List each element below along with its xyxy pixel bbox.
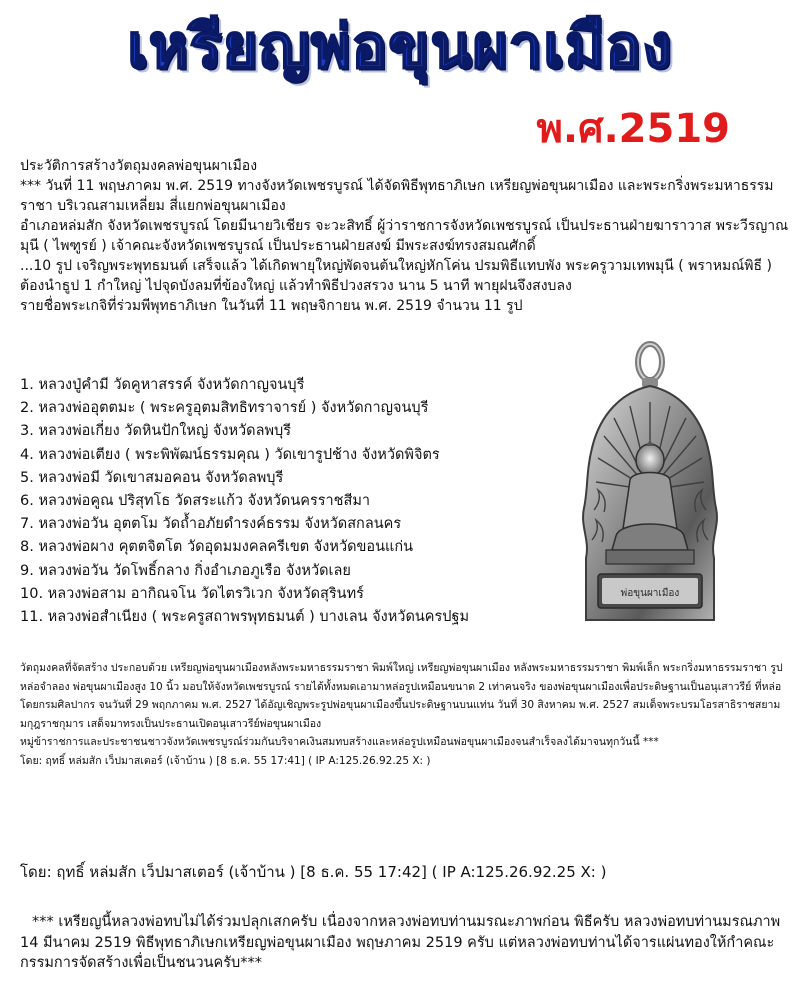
- medal-image: [560, 340, 740, 630]
- intro-section: [20, 156, 790, 316]
- intro-heading: ประวัติการสร้างวัตถุมงคลพ่อขุนผาเมือง: [20, 158, 258, 174]
- year-label: พ.ศ.2519: [536, 106, 730, 152]
- detail-section: [20, 659, 790, 770]
- list-item: 1. หลวงปู่คำมี วัดคูหาสรรค์ จังหวัดกาญจนบุรี: [20, 377, 305, 393]
- list-item: 6. หลวงพ่อคูณ ปริสุทโธ วัดสระแก้ว จังหวัดนครราชสีมา: [20, 493, 371, 510]
- detail-paragraph: วัตถุมงคลที่จัดสร้าง ประกอบด้วย เหรียญพ่อขุนผาเมืองหลังพระมหาธรรมราชา พิมพ์ใหญ่ เหรียญพ่อขุนผาเมือง หลังพระมหาธรรมราชา พิมพ์เล็ก พระกริ่งมหาธรรมราชา รูปหล่อจำลอง พ่อขุนผาเมืองสูง 10 นิ้ว มอบให้จังหวัดเพชรบูรณ์ รายได้ทั้งหมดเอามาหล่อรูปเหมือนขนาด 2 เท่าคนจริง ของพ่อขุนผาเมืองเพื่อประดิษฐานเป็นอนุเสาวรีย์ ที่หล่อโดยกรมศิลปากร จนวันที่ 29 พฤกภาคม พ.ศ. 2527 ได้อัญเชิญพระรูปพ่อขุนผาเมืองขึ้นประดิษฐานบนแท่น วันที่ 30 สิงหาคม พ.ศ. 2527 สมเด็จพระบรมโอรสาธิราชสยามมกุฎราชกุมาร เสด็จมาทรงเป็นประธานเปิดอนุเสาวรีย์พ่อขุนผาเมือง: [20, 662, 783, 730]
- list-item: 3. หลวงพ่อเกี่ยง วัดหินปักใหญ่ จังหวัดลพบุรี: [20, 423, 292, 440]
- intro-paragraph: ...10 รูป เจริญพระพุทธมนต์ เสร็จแล้ว ได้เกิดพายุใหญ่พัดจนต้นใหญ่หักโค่น ปรมพิธีแทบพัง พระครูวามเทพมุนี ( พราหมณ์พิธี ) ต้องนำธูป 1 กำใหญ่ ไปจุดบังลมที่ข้องใหญ่ แล้วทำพิธีปวงสรวง นาน 5 นาที พายุฝนจึงสงบลง: [20, 258, 772, 294]
- list-item: 10. หลวงพ่อสาม อากิณจโน วัดไตรวิเวก จังหวัดสุรินทร์: [20, 585, 364, 602]
- list-item: 11. หลวงพ่อสำเนียง ( พระครูสถาพรพุทธมนต์ ) บางเลน จังหวัดนครปฐม: [20, 609, 470, 626]
- post-byline: โดย: ฤทธิ์ หล่มสัก เว็ปมาสเตอร์ (เจ้าบ้าน ) [8 ธ.ค. 55 17:42] ( IP A:125.26.92.25 X: ): [20, 863, 607, 881]
- plaque-text: พ่อขุนผาเมือง: [620, 588, 680, 599]
- page-title: เหรียญพ่อขุนผาเมือง: [127, 12, 673, 82]
- list-item: 8. หลวงพ่อผาง คุตตจิตโต วัดอุดมมงคลครีเขต จังหวัดขอนแก่น: [20, 539, 414, 556]
- detail-byline: โดย: ฤทธิ์ หล่มสัก เว็ปมาสเตอร์ (เจ้าบ้าน ) [8 ธ.ค. 55 17:41] ( IP A:125.26.92.25 X: ): [20, 754, 431, 767]
- list-item: 4. หลวงพ่อเตียง ( พระพิพัฒน์ธรรมคุณ ) วัดเขารูปช้าง จังหวัดพิจิตร: [20, 446, 440, 463]
- list-item: 2. หลวงพ่ออุตตมะ ( พระครูอุตมสิทธิทราจารย์ ) จังหวัดกาญจนบุรี: [20, 400, 429, 417]
- intro-paragraph: อำเภอหล่มสัก จังหวัดเพชรบูรณ์ โดยมีนายวิเชียร จะวะสิทธิ์ ผู้ว่าราชการจังหวัดเพชรบูรณ์ เป็นประธานฝ่ายฆาราวาส พระวีรญาณมุนี ( ไพฑูรย์ ) เจ้าคณะจังหวัดเพชรบูรณ์ เป็นประธานฝ่ายสงฆ์ มีพระสงฆ์ทรงสมณศักดิ์: [20, 218, 789, 254]
- monk-list: [20, 374, 580, 629]
- monk-list-heading: รายชื่อพระเกจิที่ร่วมพีพุทธาภิเษก ในวันที่ 11 พฤษจิกายน พ.ศ. 2519 จำนวน 11 รูป: [20, 298, 523, 314]
- note-paragraph: *** เหรียญนี้หลวงพ่อทบไม่ได้ร่วมปลุกเสกครับ เนื่องจากหลวงพ่อทบท่านมรณะภาพก่อน พิธีครับ หลวงพ่อทบท่านมรณภาพ 14 มีนาคม 2519 พิธีพุทธาภิเษกเหรียญพ่อขุนผาเมือง พฤษภาคม 2519 ครับ แต่หลวงพ่อทบท่านได้จารแผ่นทองให้กำคณะกรรมการจัดสร้างเพื่อเป็นชนวนครับ***: [20, 914, 781, 971]
- detail-paragraph: หมู่ข้าราชการและประชาชนชาวจังหวัดเพชรบูรณ์ร่วมกันบริจาคเงินสมทบสร้างและหล่อรูปเหมือนพ่อขุนผาเมืองจนสำเร็จลงได้มาจนทุกวันนี้ ***: [20, 736, 659, 748]
- list-item: 7. หลวงพ่อวัน อุตตโม วัดถ้ำอภัยดำรงค์ธรรม จังหวัดสกลนคร: [20, 516, 402, 533]
- intro-paragraph: *** วันที่ 11 พฤษภาคม พ.ศ. 2519 ทางจังหวัดเพชรบูรณ์ ได้จัดพิธีพุทธาภิเษก เหรียญพ่อขุนผาเมือง และพระกริ่งพระมหาธรรมราชา บริเวณสามเหลี่ยม สี่แยกพ่อขุนผาเมือง: [20, 178, 774, 214]
- list-item: 9. หลวงพ่อวัน วัดโพธิ์กลาง กิ่งอำเภอภูเรือ จังหวัดเลย: [20, 562, 351, 579]
- list-item: 5. หลวงพ่อมี วัดเขาสมอคอน จังหวัดลพบุรี: [20, 469, 284, 486]
- medal-illustration: [560, 340, 740, 630]
